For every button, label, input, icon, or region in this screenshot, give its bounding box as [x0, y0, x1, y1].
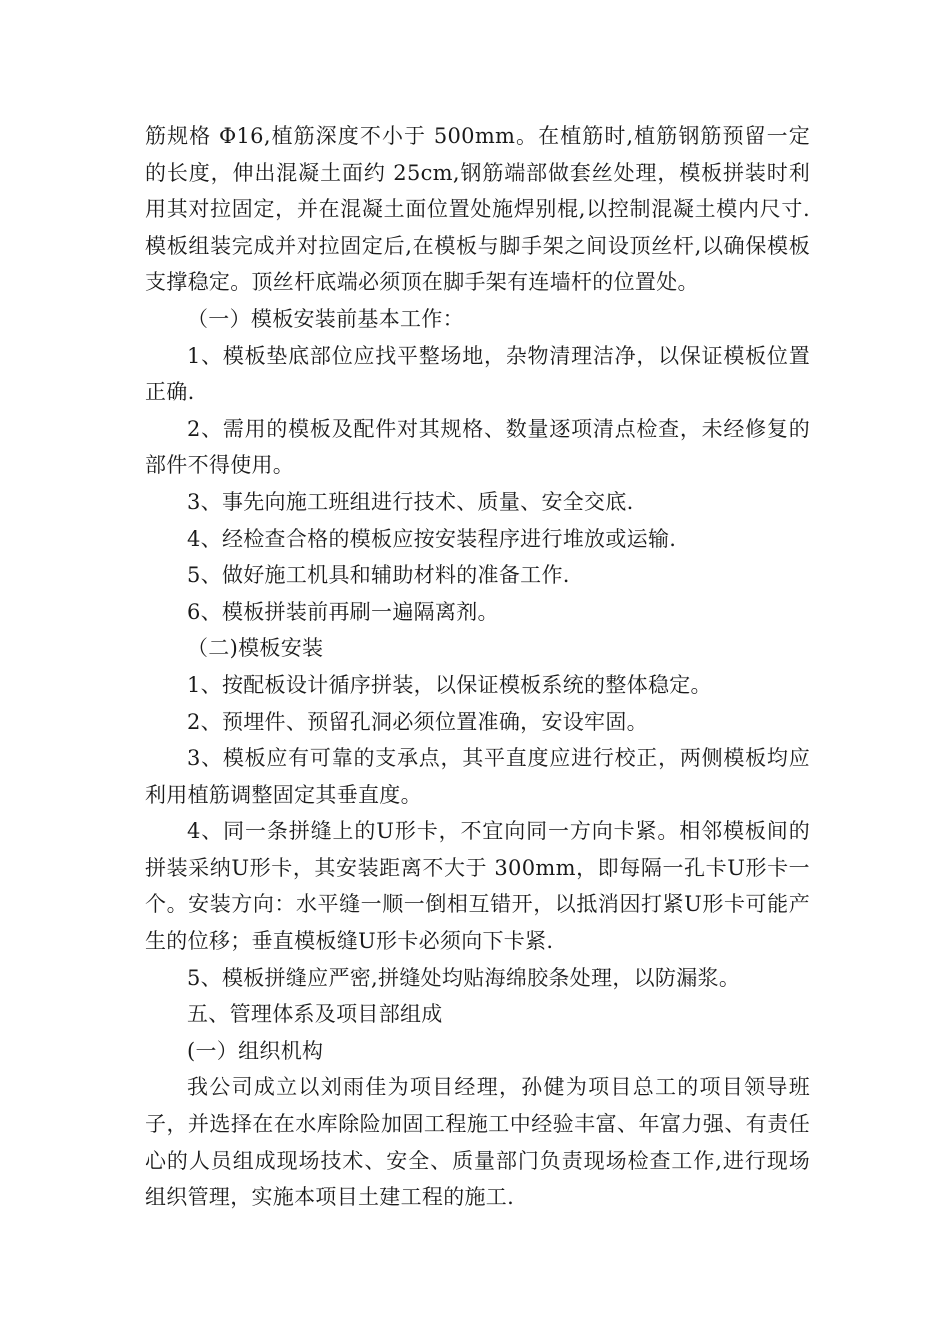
list-item-pre-4: 4、经检查合格的模板应按安装程序进行堆放或运输.	[187, 526, 677, 551]
heading-pre-installation-work: （一）模板安装前基本工作：	[187, 306, 464, 331]
list-item-pre-2: 2、需用的模板及配件对其规格、数量逐项清点检查，未经修复的部件不得使用。	[145, 416, 810, 478]
list-item-install-4: 4、同一条拼缝上的U形卡，不宜向同一方向卡紧。相邻模板间的拼装采纳U形卡，其安装距离不大于 300mm，即每隔一孔卡U形卡一个。安装方向：水平缝一顺一倒相互错开，以抵消因打紧U形卡可能产生的位移；垂直模板缝U形卡必须向下卡紧.	[145, 819, 810, 954]
list-item-install-1: 1、按配板设计循序拼装，以保证模板系统的整体稳定。	[187, 672, 712, 697]
list-item-install-2: 2、预埋件、预留孔洞必须位置准确，安设牢固。	[187, 709, 648, 734]
document-body	[145, 118, 810, 1216]
subheading-organization: (一）组织机构	[187, 1038, 324, 1063]
section-heading-management: 五、管理体系及项目部组成	[187, 1002, 443, 1027]
paragraph-organization: 我公司成立以刘雨佳为项目经理，孙健为项目总工的项目领导班子，并选择在在水库除险加固工程施工中经验丰富、年富力强、有责任心的人员组成现场技术、安全、质量部门负责现场检查工作,进行现场组织管理，实施本项目土建工程的施工.	[145, 1075, 810, 1210]
list-item-pre-3: 3、事先向施工班组进行技术、质量、安全交底.	[187, 489, 634, 514]
list-item-install-3: 3、模板应有可靠的支承点，其平直度应进行校正，两侧模板均应利用植筋调整固定其垂直度。	[145, 746, 810, 807]
list-item-pre-1: 1、模板垫底部位应找平整场地，杂物清理洁净，以保证模板位置正确.	[145, 343, 810, 405]
heading-formwork-installation: （二)模板安装	[187, 636, 324, 661]
list-item-install-5: 5、模板拼缝应严密,拼缝处均贴海绵胶条处理，以防漏浆。	[187, 965, 741, 990]
list-item-pre-6: 6、模板拼装前再刷一遍隔离剂。	[187, 599, 499, 624]
list-item-pre-5: 5、做好施工机具和辅助材料的准备工作.	[187, 563, 570, 588]
paragraph-anchor-rebar: 筋规格 Φ16,植筋深度不小于 500mm。在植筋时,植筋钢筋预留一定的长度，伸出混凝土面约 25cm,钢筋端部做套丝处理，模板拼装时利用其对拉固定，并在混凝土面位置处施焊别棍,以控制混凝土模内尺寸.模板组装完成并对拉固定后,在模板与脚手架之间设顶丝杆,以确保模板支撑稳定。顶丝杆底端必须顶在脚手架有连墙杆的位置处。	[145, 124, 810, 295]
